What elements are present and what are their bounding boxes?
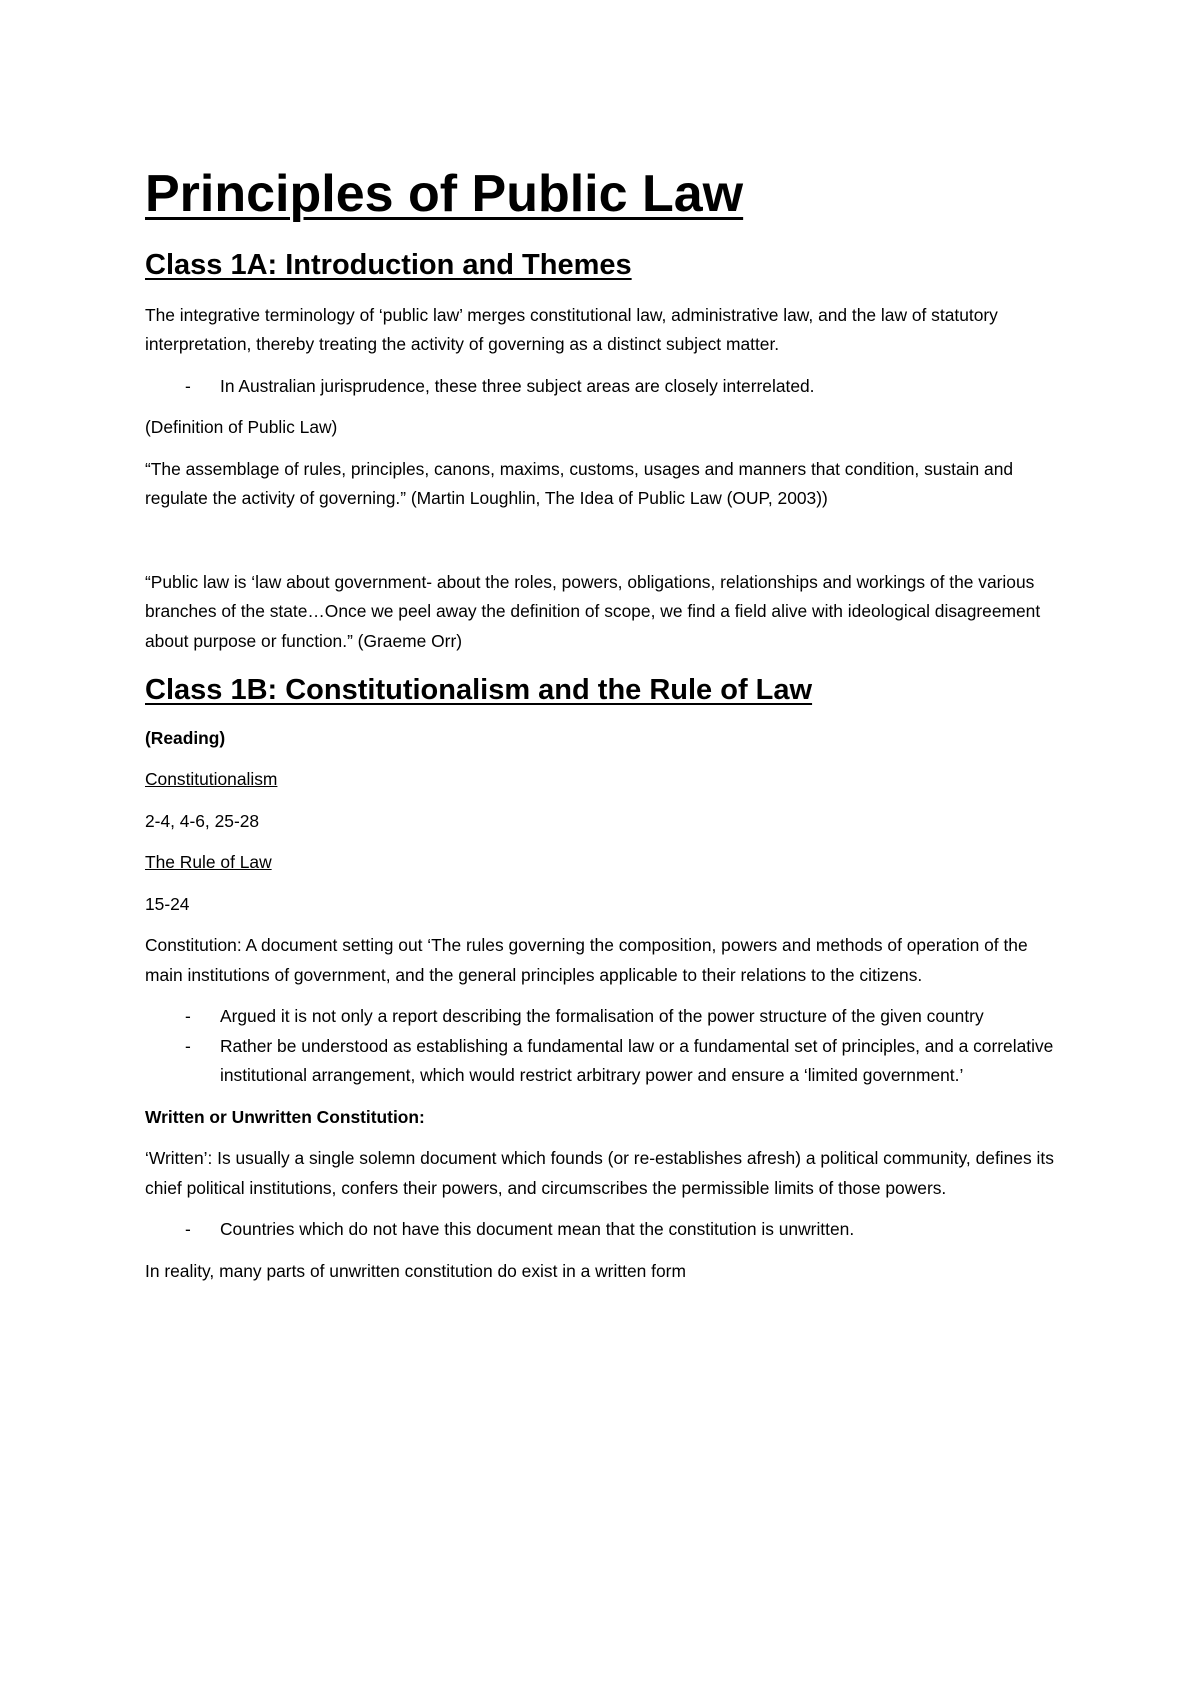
rule-of-law-pages: 15-24 bbox=[145, 893, 190, 914]
quote-loughlin: “The assemblage of rules, principles, canons, maxims, customs, usages and manners that condition, sustain and regulate the activity of governing.” (Martin Loughlin, The Idea of Public Law (OUP, 2003)) bbox=[145, 458, 1014, 509]
bullet-text: Rather be understood as establishing a fundamental law or a fundamental set of principles, and a correlative institutional arrangement, which would restrict arbitrary power and ensure a ‘limited government.’ bbox=[220, 1035, 1054, 1086]
bullet-item bbox=[145, 1032, 1060, 1091]
heading-class-1b: Class 1B: Constitutionalism and the Rule of Law bbox=[145, 674, 813, 707]
bullet-item bbox=[145, 1002, 1060, 1032]
paragraph-public-law-terminology: The integrative terminology of ‘public law’ merges constitutional law, administrative law, and the law of statutory interpretation, thereby treating the activity of governing as a distinct subject matter. bbox=[145, 304, 998, 355]
bullet-dash: - bbox=[185, 1035, 191, 1056]
constitution-definition: Constitution: A document setting out ‘The rules governing the composition, powers and methods of operation of the main institutions of government, and the general principles applicable to their relations to the citizens. bbox=[145, 935, 1028, 985]
written-constitution-definition: ‘Written’: Is usually a single solemn document which founds (or re-establishes afresh) a political community, defines its chief political institutions, confers their powers, and circumscribes the permissible limits of those powers. bbox=[145, 1148, 1054, 1198]
heading-class-1a: Class 1A: Introduction and Themes bbox=[145, 249, 632, 281]
bullet-text: Countries which do not have this document mean that the constitution is unwritten. bbox=[220, 1219, 855, 1240]
constitutionalism-label: Constitutionalism bbox=[145, 769, 278, 790]
reading-label: (Reading) bbox=[145, 727, 226, 748]
written-unwritten-heading: Written or Unwritten Constitution: bbox=[145, 1106, 425, 1127]
reality-paragraph: In reality, many parts of unwritten constitution do exist in a written form bbox=[145, 1260, 686, 1281]
bullet-dash: - bbox=[185, 1219, 191, 1240]
bullet-dash: - bbox=[185, 1006, 191, 1027]
rule-of-law-label: The Rule of Law bbox=[145, 852, 272, 873]
bullet-item bbox=[145, 372, 1060, 402]
definition-label: (Definition of Public Law) bbox=[145, 417, 338, 438]
document-title: Principles of Public Law bbox=[145, 165, 744, 223]
constitutionalism-pages: 2-4, 4-6, 25-28 bbox=[145, 810, 260, 831]
bullet-dash: - bbox=[185, 375, 191, 396]
bullet-text: In Australian jurisprudence, these three subject areas are closely interrelated. bbox=[220, 375, 815, 396]
bullet-item bbox=[145, 1215, 1060, 1245]
bullet-text: Argued it is not only a report describing the formalisation of the power structure of the given country bbox=[220, 1006, 984, 1027]
quote-orr: “Public law is ‘law about government- about the roles, powers, obligations, relationships and workings of the various branches of the state…Once we peel away the definition of scope, we find a field alive with ideological disagreement about purpose or function.” (Graeme Orr) bbox=[145, 571, 1041, 651]
